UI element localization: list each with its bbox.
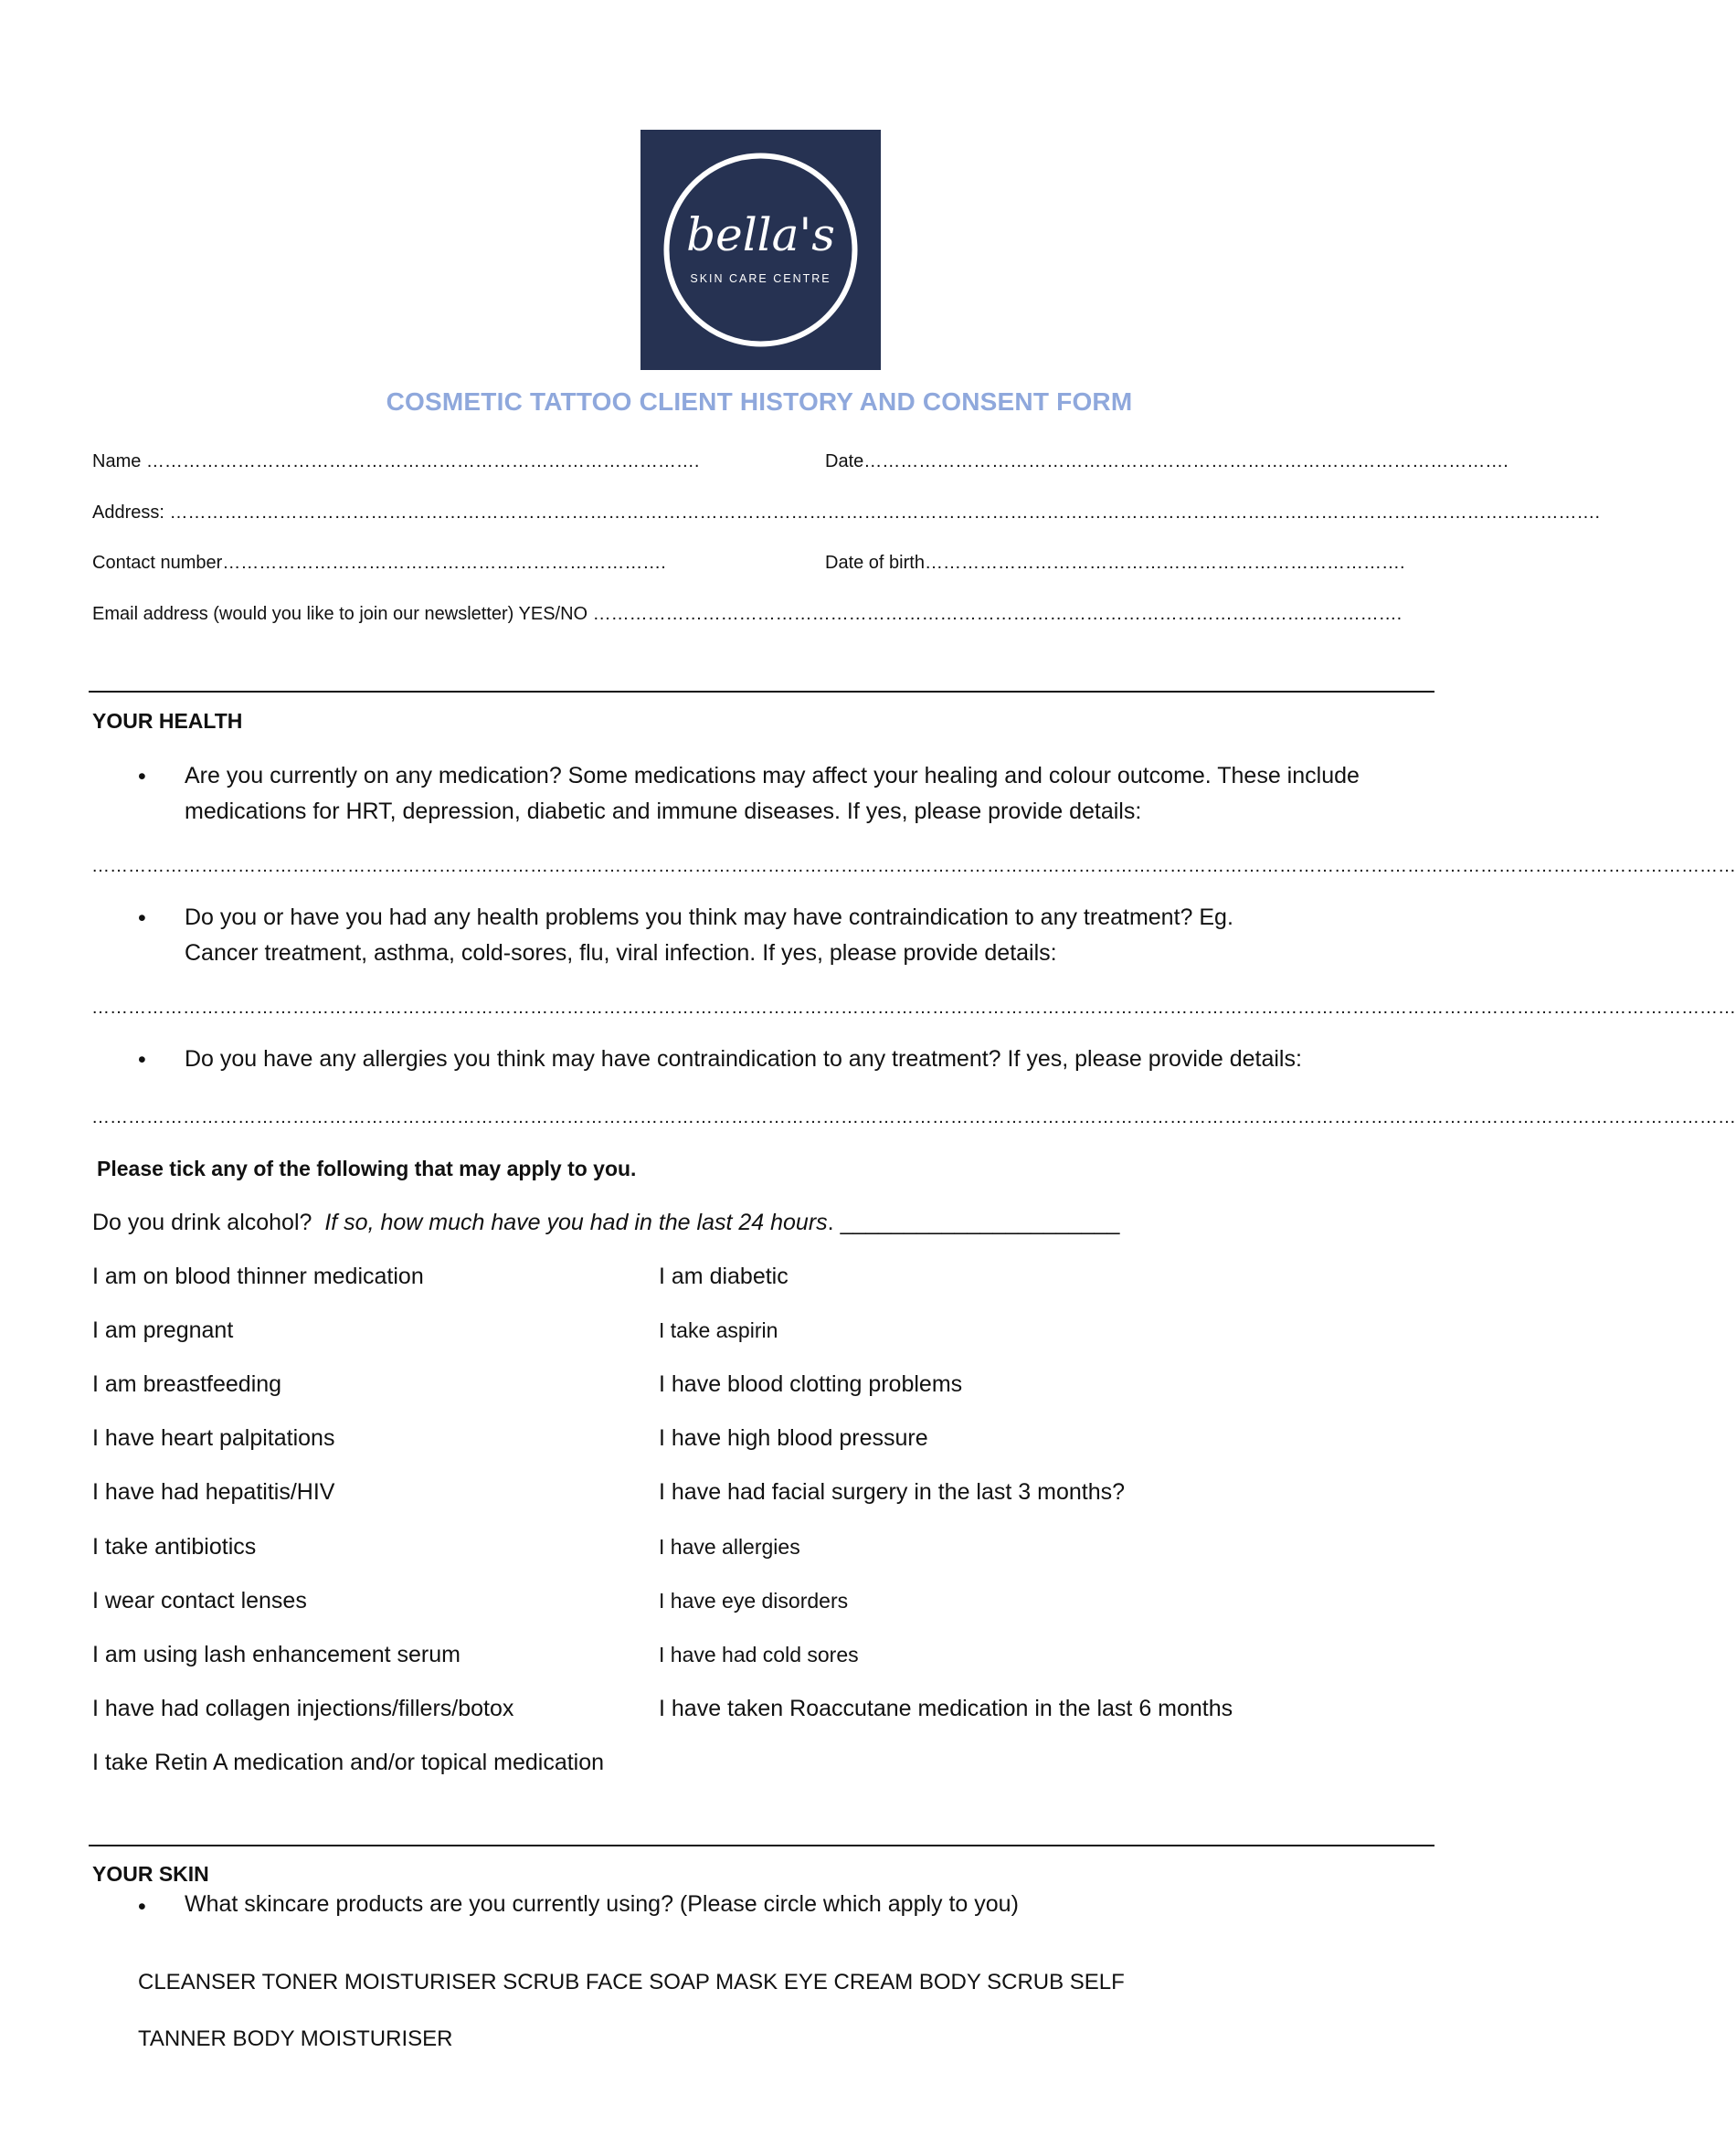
form-title: COSMETIC TATTOO CLIENT HISTORY AND CONSENT FORM	[386, 387, 1133, 416]
tick-item-left[interactable]: I am using lash enhancement serum	[92, 1642, 460, 1667]
medication-answer-line[interactable]: ………………………………………………………………………………………………………………………………………………………………………………………………………………………………………………	[91, 856, 1736, 876]
name-field[interactable]: Name ……………………………………………………………………………….	[92, 451, 700, 471]
allergies-answer-line[interactable]: ………………………………………………………………………………………………………………………………………………………………………………………………………………………………………………	[91, 1107, 1736, 1127]
tick-item-right[interactable]: I take aspirin	[659, 1318, 778, 1342]
tick-item-right[interactable]: I have had facial surgery in the last 3 months?	[659, 1479, 1126, 1505]
tick-item-right[interactable]: I have blood clotting problems	[659, 1371, 963, 1397]
tick-item-right[interactable]: I have allergies	[659, 1535, 800, 1559]
tick-item-left[interactable]: I have had hepatitis/HIV	[92, 1479, 335, 1505]
skincare-products-line1[interactable]: CLEANSER TONER MOISTURISER SCRUB FACE SOAP MASK EYE CREAM BODY SCRUB SELF	[138, 1970, 1125, 1994]
date-of-birth-field[interactable]: Date of birth…………………………………………………………………….	[825, 553, 1405, 573]
medication-question-line2: medications for HRT, depression, diabetic and immune diseases. If yes, please provide details:	[185, 799, 1142, 824]
tick-item-left[interactable]: I am pregnant	[92, 1317, 234, 1343]
bullet-icon: •	[138, 764, 146, 789]
health-problems-answer-line[interactable]: ………………………………………………………………………………………………………………………………………………………………………………………………………………………………………………	[91, 998, 1736, 1018]
logo-brand: bella's	[686, 208, 835, 261]
skin-heading: YOUR SKIN	[92, 1862, 209, 1886]
tick-item-left[interactable]: I take Retin A medication and/or topical medication	[92, 1750, 605, 1775]
tick-item-left[interactable]: I take antibiotics	[92, 1534, 257, 1560]
bullet-icon: •	[138, 1047, 146, 1073]
skincare-question: What skincare products are you currently using? (Please circle which apply to you)	[185, 1891, 1019, 1917]
contact-number-field[interactable]: Contact number……………………………………………………………….	[92, 553, 666, 573]
tick-item-right[interactable]: I have high blood pressure	[659, 1425, 928, 1451]
tick-heading: Please tick any of the following that may apply to you.	[97, 1157, 637, 1180]
alcohol-answer-blank[interactable]: . ______________________	[827, 1210, 1120, 1235]
health-problems-question	[185, 900, 1233, 971]
skincare-products-line2[interactable]: TANNER BODY MOISTURISER	[138, 2026, 453, 2051]
bullet-icon: •	[138, 905, 146, 931]
tick-item-right[interactable]: I have eye disorders	[659, 1589, 849, 1613]
tick-item-right[interactable]: I have had cold sores	[659, 1643, 859, 1666]
tick-item-right[interactable]: I am diabetic	[659, 1264, 789, 1289]
medication-question	[185, 758, 1360, 830]
alcohol-follow-up: If so, how much have you had in the last 24 hours	[324, 1210, 828, 1235]
tick-item-right[interactable]: I have taken Roaccutane medication in the last 6 months	[659, 1696, 1233, 1721]
tick-item-left[interactable]: I have had collagen injections/fillers/botox	[92, 1696, 514, 1721]
allergies-question: Do you have any allergies you think may have contraindication to any treatment? If yes, please provide details:	[185, 1046, 1302, 1072]
logo-mark	[640, 130, 881, 370]
email-field[interactable]: Email address (would you like to join our newsletter) YES/NO …………………………………………………………………………………………………………………….	[92, 604, 1403, 624]
tick-item-left[interactable]: I am on blood thinner medication	[92, 1264, 424, 1289]
medication-question-line1: Are you currently on any medication? Some medications may affect your healing and colour outcome. These include	[185, 763, 1360, 788]
tick-item-left[interactable]: I wear contact lenses	[92, 1588, 307, 1613]
bullet-icon: •	[138, 1894, 146, 1920]
tick-item-left[interactable]: I have heart palpitations	[92, 1425, 335, 1451]
section-divider	[89, 691, 1434, 693]
address-field[interactable]: Address: ……………………………………………………………………………………………………………………………………………………………………………………………………………….	[92, 503, 1601, 523]
health-problems-question-line2: Cancer treatment, asthma, cold-sores, flu, viral infection. If yes, please provide details:	[185, 940, 1057, 966]
logo-tagline: SKIN CARE CENTRE	[690, 272, 831, 285]
health-heading: YOUR HEALTH	[92, 709, 243, 733]
section-divider	[89, 1845, 1434, 1846]
date-field[interactable]: Date…………………………………………………………………………………………….	[825, 451, 1508, 471]
alcohol-question[interactable]	[92, 1210, 1119, 1236]
alcohol-question-text: Do you drink alcohol?	[92, 1210, 312, 1235]
tick-item-left[interactable]: I am breastfeeding	[92, 1371, 282, 1397]
logo	[640, 130, 881, 370]
health-problems-question-line1: Do you or have you had any health problems you think may have contraindication to any treatment? Eg.	[185, 905, 1233, 930]
